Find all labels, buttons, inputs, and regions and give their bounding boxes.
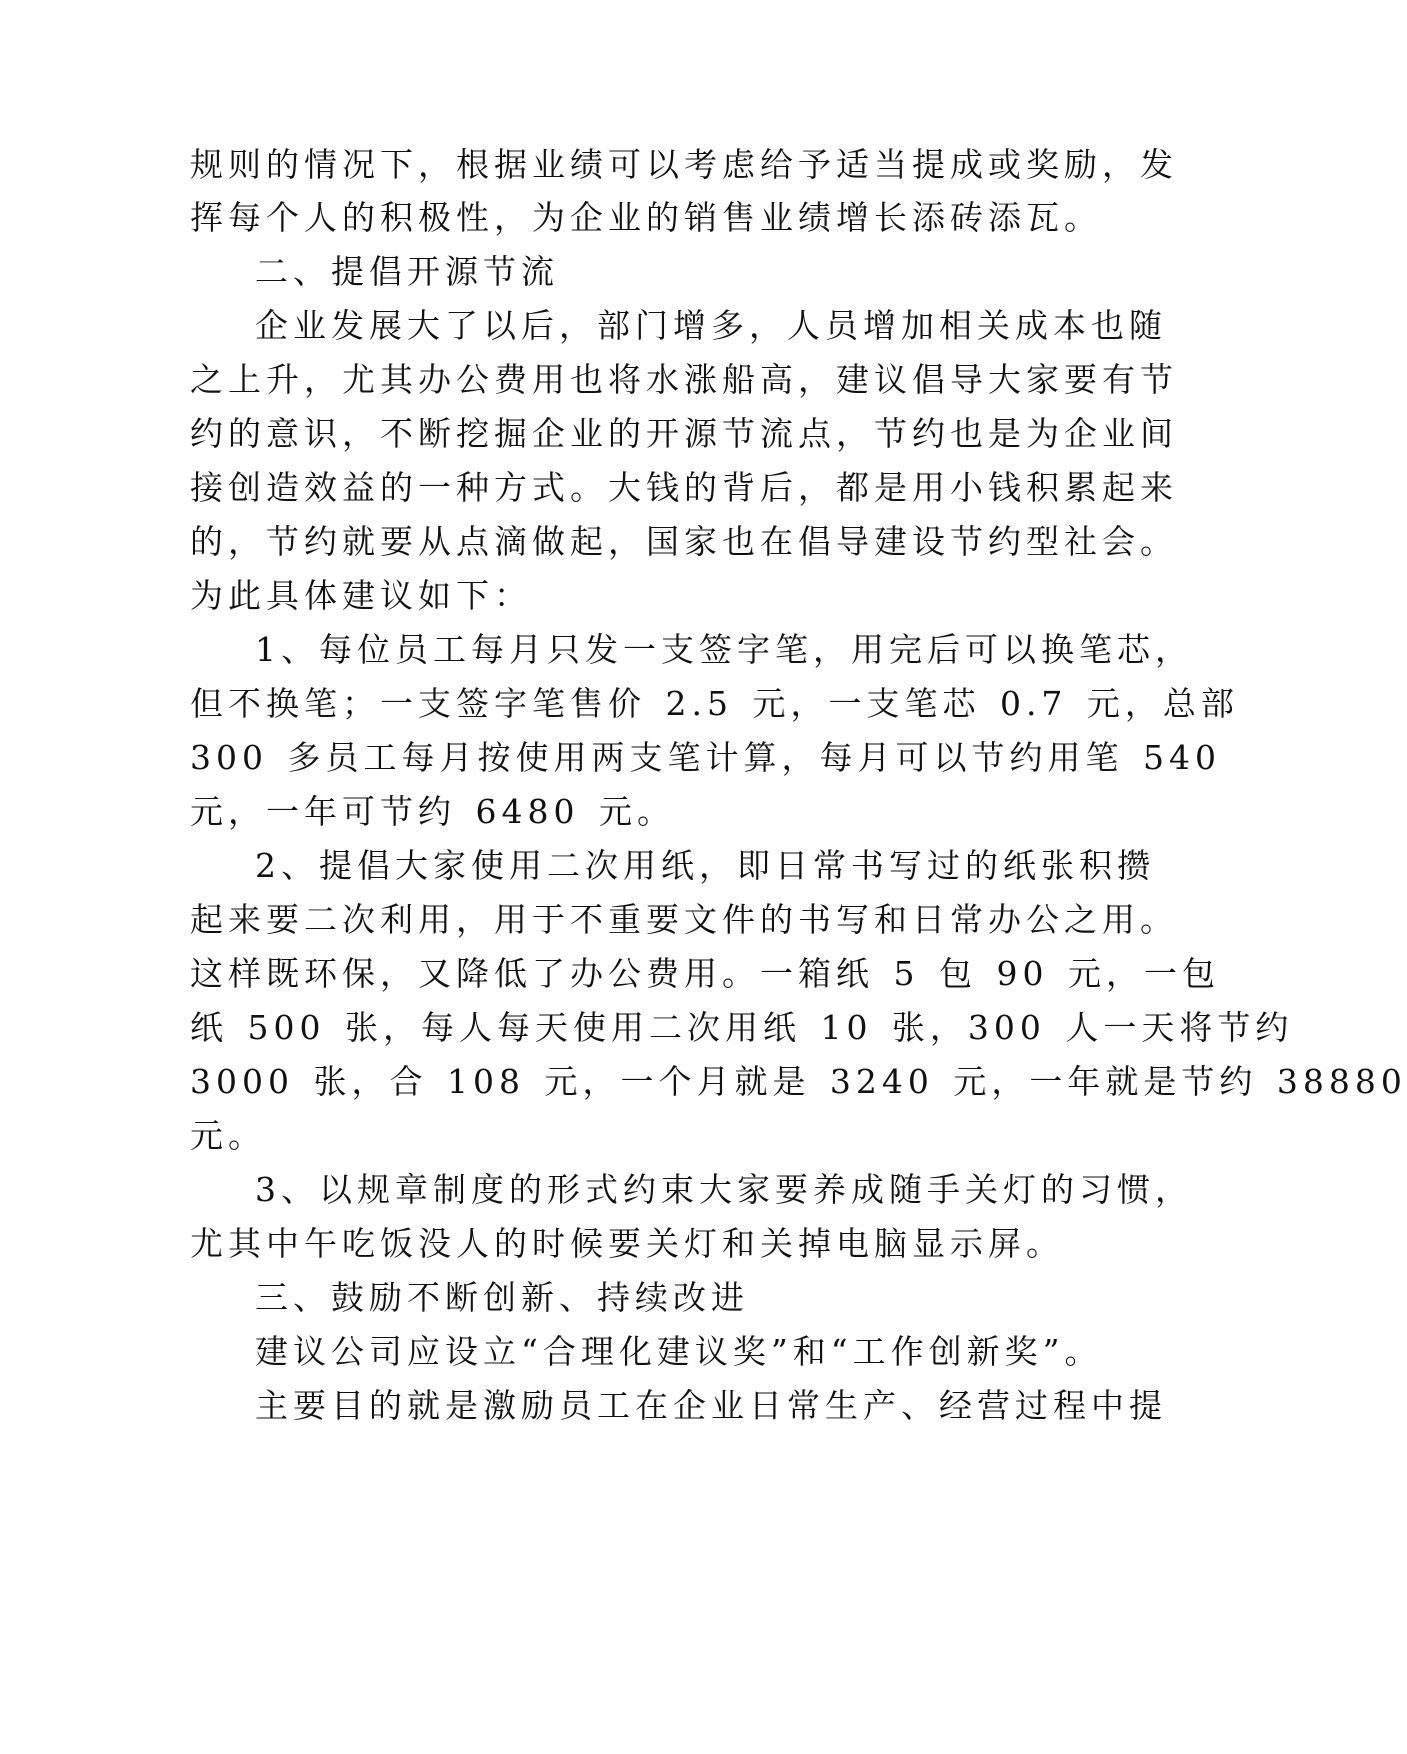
paragraph-line: 2、提倡大家使用二次用纸，即日常书写过的纸张积攒 — [255, 846, 1155, 885]
paragraph-line: 尤其中午吃饭没人的时候要关灯和关掉电脑显示屏。 — [190, 1224, 1064, 1263]
paragraph-line: 3、以规章制度的形式约束大家要养成随手关灯的习惯， — [255, 1170, 1193, 1209]
paragraph-line: 1、每位员工每月只发一支签字笔，用完后可以换笔芯， — [255, 630, 1193, 669]
paragraph-line: 起来要二次利用，用于不重要文件的书写和日常办公之用。 — [190, 900, 1178, 939]
paragraph-line: 接创造效益的一种方式。大钱的背后，都是用小钱积累起来 — [190, 468, 1178, 507]
section-heading: 三、鼓励不断创新、持续改进 — [255, 1278, 749, 1317]
paragraph-line: 300 多员工每月按使用两支笔计算，每月可以节约用笔 540 — [190, 738, 1221, 777]
paragraph-line: 规则的情况下，根据业绩可以考虑给予适当提成或奖励，发 — [190, 145, 1178, 184]
paragraph-line: 建议公司应设立“合理化建议奖”和“工作创新奖”。 — [255, 1332, 1103, 1371]
paragraph-line: 之上升，尤其办公费用也将水涨船高，建议倡导大家要有节 — [190, 360, 1178, 399]
paragraph-line: 约的意识，不断挖掘企业的开源节流点，节约也是为企业间 — [190, 414, 1178, 453]
paragraph-line: 的，节约就要从点滴做起，国家也在倡导建设节约型社会。 — [190, 522, 1178, 561]
paragraph-line: 挥每个人的积极性，为企业的销售业绩增长添砖添瓦。 — [190, 198, 1102, 237]
paragraph-line: 企业发展大了以后，部门增多，人员增加相关成本也随 — [255, 306, 1167, 345]
paragraph-line: 元，一年可节约 6480 元。 — [190, 792, 675, 831]
section-heading: 二、提倡开源节流 — [255, 252, 559, 291]
paragraph-line: 元。 — [190, 1116, 266, 1155]
paragraph-line: 为此具体建议如下： — [190, 576, 532, 615]
paragraph-line: 这样既环保，又降低了办公费用。一箱纸 5 包 90 元，一包 — [190, 954, 1220, 993]
paragraph-line: 但不换笔；一支签字笔售价 2.5 元，一支笔芯 0.7 元，总部 — [190, 684, 1239, 723]
paragraph-line: 主要目的就是激励员工在企业日常生产、经营过程中提 — [255, 1386, 1167, 1425]
paragraph-line: 纸 500 张，每人每天使用二次用纸 10 张，300 人一天将节约 — [190, 1008, 1294, 1047]
paragraph-line: 3000 张，合 108 元，一个月就是 3240 元，一年就是节约 38880 — [190, 1062, 1407, 1101]
